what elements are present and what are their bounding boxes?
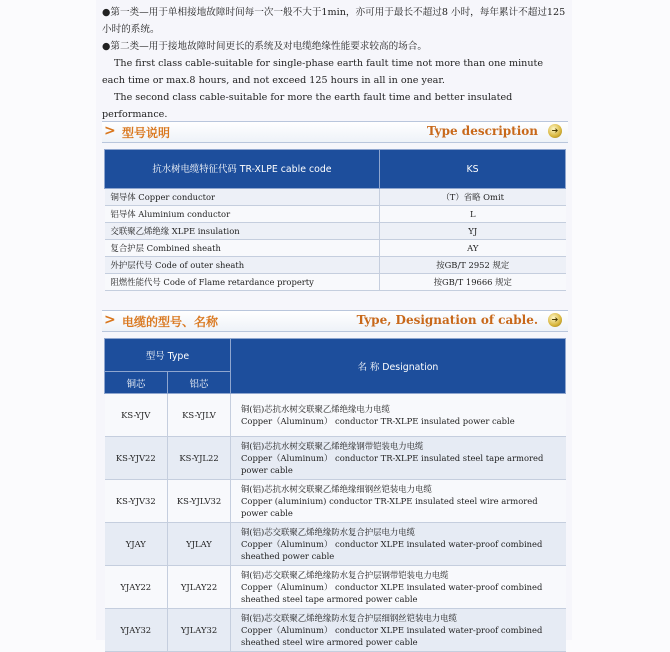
designation-en: Copper (aluminium) conductor TR-XLPE insulated steel wire armored power cable: [241, 496, 538, 518]
type-description-table: [104, 149, 566, 291]
aluminium-type: YJLAY32: [168, 609, 231, 652]
copper-type: KS-YJV22: [105, 437, 168, 480]
designation-zh: 铜(铝)芯交联聚乙烯绝缘防水复合护层电力电缆: [241, 527, 416, 537]
section-title-en: Type description: [427, 124, 538, 138]
designation-cell: [231, 566, 566, 609]
cable-code-header: 抗水树电缆特征代码 TR-XLPE cable code: [105, 150, 380, 189]
designation-en: Copper（Aluminum） conductor XLPE insulated water-proof combined sheathed steel tape armored power cable: [241, 582, 543, 604]
arrow-badge-icon: ➔: [548, 313, 562, 327]
designation-en: Copper（Aluminum） conductor XLPE insulated water-proof combined sheathed power cable: [241, 539, 543, 561]
aluminium-type: KS-YJL22: [168, 437, 231, 480]
table-row: [105, 523, 566, 566]
aluminium-type: YJLAY22: [168, 566, 231, 609]
designation-cell: [231, 394, 566, 437]
code-value: 按GB/T 19666 规定: [380, 274, 566, 291]
copper-type: KS-YJV32: [105, 480, 168, 523]
code-name: 铜导体 Copper conductor: [105, 189, 380, 206]
table-row: [105, 257, 566, 274]
designation-en: Copper（Aluminum） conductor XLPE insulated water-proof combined sheathed steel wire armored power cable: [241, 625, 543, 647]
code-value: AY: [380, 240, 566, 257]
designation-en: Copper（Aluminum） conductor TR-XLPE insulated power cable: [241, 416, 515, 426]
designation-zh: 铜(铝)芯抗水树交联聚乙烯绝缘电力电缆: [241, 404, 390, 414]
code-value: YJ: [380, 223, 566, 240]
aluminium-core-header: 铝芯: [168, 372, 231, 394]
table-row: [105, 609, 566, 652]
code-name: 外护层代号 Code of outer sheath: [105, 257, 380, 274]
copper-type: YJAY: [105, 523, 168, 566]
code-name: 铝导体 Aluminium conductor: [105, 206, 380, 223]
chevron-right-icon: >: [104, 312, 116, 328]
table-row: [105, 394, 566, 437]
chevron-right-icon: >: [104, 123, 116, 139]
intro-class1-zh: ●第一类—用于单相接地故障时间每一次一般不大于1min，亦可用于最长不超过8 小时，每年累计不超过125 小时的系统。: [102, 7, 566, 35]
code-name: 交联聚乙烯绝缘 XLPE insulation: [105, 223, 380, 240]
code-value: （T）省略 Omit: [380, 189, 566, 206]
code-name: 阻燃性能代号 Code of Flame retardance property: [105, 274, 380, 291]
arrow-badge-icon: ➔: [548, 124, 562, 138]
aluminium-type: KS-YJLV: [168, 394, 231, 437]
table-row: [105, 240, 566, 257]
table-row: [105, 437, 566, 480]
aluminium-type: YJLAY: [168, 523, 231, 566]
table-row: [105, 223, 566, 240]
aluminium-type: KS-YJLV32: [168, 480, 231, 523]
code-value: L: [380, 206, 566, 223]
type-description-header: [102, 121, 568, 143]
section-title-zh: 电缆的型号、名称: [122, 315, 219, 329]
section-title-en: Type, Designation of cable.: [356, 313, 538, 327]
designation-zh: 铜(铝)芯抗水树交联聚乙烯绝缘钢带铠装电力电缆: [241, 441, 424, 451]
code-value: 按GB/T 2952 规定: [380, 257, 566, 274]
copper-type: KS-YJV: [105, 394, 168, 437]
copper-type: YJAY22: [105, 566, 168, 609]
designation-header: [102, 310, 568, 332]
table-row: [105, 206, 566, 223]
designation-cell: [231, 523, 566, 566]
designation-cell: [231, 609, 566, 652]
type-header: 型号 Type: [105, 339, 231, 372]
designation-zh: 铜(铝)芯交联聚乙烯绝缘防水复合护层钢带铠装电力电缆: [241, 570, 449, 580]
table-row: [105, 189, 566, 206]
section-title-zh: 型号说明: [122, 126, 171, 140]
table-row: [105, 480, 566, 523]
designation-table: [104, 338, 566, 652]
table-row: [105, 274, 566, 291]
designation-cell: [231, 480, 566, 523]
designation-cell: [231, 437, 566, 480]
designation-zh: 铜(铝)芯抗水树交联聚乙烯绝缘细钢丝铠装电力电缆: [241, 484, 432, 494]
designation-zh: 铜(铝)芯交联聚乙烯绝缘防水复合护层细钢丝铠装电力电缆: [241, 613, 457, 623]
intro-class1-en: The first class cable-suitable for single-phase earth fault time not more than one minute each time or max.8 hours, and not exceed 125 hours in all in one year.: [102, 58, 544, 86]
ks-header: KS: [380, 150, 566, 189]
designation-en: Copper（Aluminum） conductor TR-XLPE insulated steel tape armored power cable: [241, 453, 544, 475]
code-name: 复合护层 Combined sheath: [105, 240, 380, 257]
table-row: [105, 566, 566, 609]
intro-class2-zh: ●第二类—用于接地故障时间更长的系统及对电缆绝缘性能要求较高的场合。: [102, 41, 427, 52]
copper-type: YJAY32: [105, 609, 168, 652]
intro-text: [102, 4, 568, 123]
designation-column-header: 名 称 Designation: [231, 339, 566, 394]
copper-core-header: 铜芯: [105, 372, 168, 394]
intro-class2-en: The second class cable-suitable for more the earth fault time and better insulated performance.: [102, 92, 513, 120]
